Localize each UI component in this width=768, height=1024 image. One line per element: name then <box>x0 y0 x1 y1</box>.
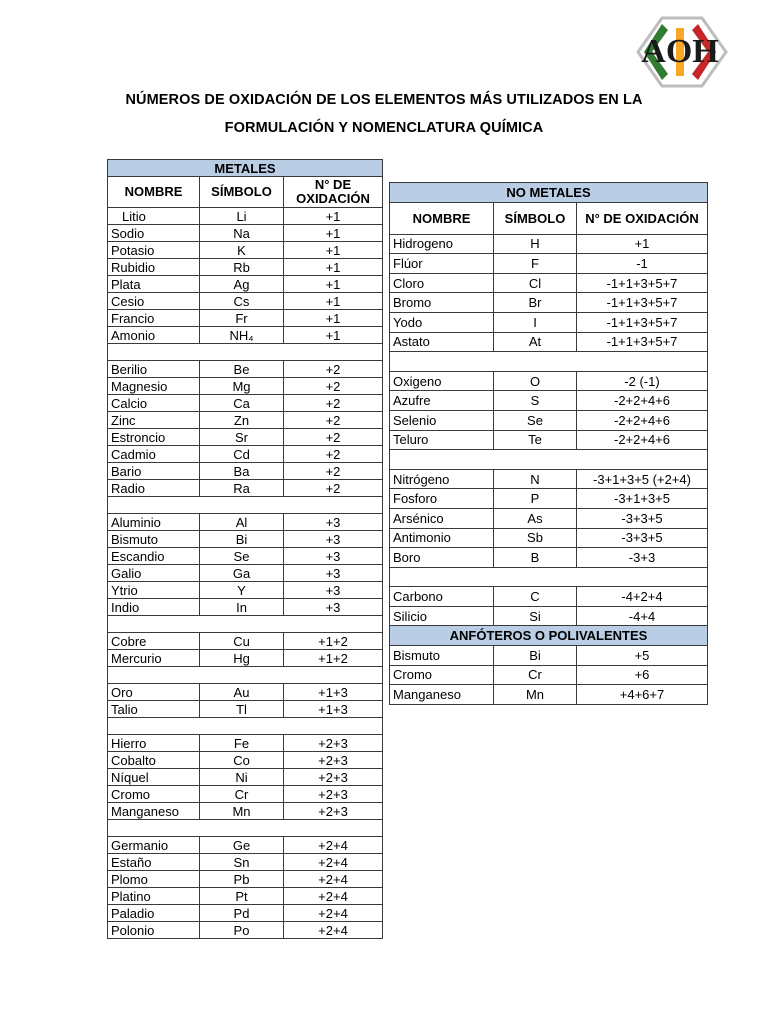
element-name: Mercurio <box>108 650 200 667</box>
element-name: Manganeso <box>390 685 494 705</box>
oxidation-number: +2+4 <box>284 854 383 871</box>
column-header-simbolo: SÍMBOLO <box>494 202 577 234</box>
oxidation-number: +5 <box>577 646 708 666</box>
element-name: Cesio <box>108 293 200 310</box>
element-symbol: Hg <box>200 650 284 667</box>
oxidation-number: +1+3 <box>284 701 383 718</box>
element-name: Yodo <box>390 312 494 332</box>
element-symbol: Zn <box>200 412 284 429</box>
element-name: Cobre <box>108 633 200 650</box>
element-symbol: Cs <box>200 293 284 310</box>
element-symbol: I <box>494 312 577 332</box>
section-title-anfoteros: ANFÓTEROS O POLIVALENTES <box>390 626 708 646</box>
element-symbol: Tl <box>200 701 284 718</box>
element-name: Bario <box>108 463 200 480</box>
element-name: Azufre <box>390 391 494 411</box>
element-name: Aluminio <box>108 514 200 531</box>
element-name: Teluro <box>390 430 494 450</box>
oxidation-number: -4+2+4 <box>577 587 708 607</box>
element-name: Litio <box>108 208 200 225</box>
element-name: Cloro <box>390 273 494 293</box>
column-header-nombre: NOMBRE <box>108 177 200 208</box>
element-symbol: Cr <box>494 665 577 685</box>
element-symbol: Br <box>494 293 577 313</box>
element-symbol: Ag <box>200 276 284 293</box>
oxidation-number: +2+3 <box>284 735 383 752</box>
element-symbol: Fr <box>200 310 284 327</box>
oxidation-number: +2 <box>284 463 383 480</box>
logo-icon <box>632 16 728 88</box>
column-header-simbolo: SÍMBOLO <box>200 177 284 208</box>
oxidation-number: +1+3 <box>284 684 383 701</box>
oxidation-number: +2+3 <box>284 769 383 786</box>
element-name: Berilio <box>108 361 200 378</box>
element-symbol: Bi <box>494 646 577 666</box>
element-name: Platino <box>108 888 200 905</box>
element-name: Amonio <box>108 327 200 344</box>
element-name: Polonio <box>108 922 200 939</box>
section-title: METALES <box>108 160 383 177</box>
oxidation-number: +1 <box>577 234 708 254</box>
oxidation-number: -3+3+5 <box>577 528 708 548</box>
group-spacer <box>390 450 708 470</box>
oxidation-number: +1 <box>284 276 383 293</box>
element-name: Boro <box>390 548 494 568</box>
element-name: Indio <box>108 599 200 616</box>
element-symbol: Ge <box>200 837 284 854</box>
element-symbol: Ba <box>200 463 284 480</box>
element-name: Sodio <box>108 225 200 242</box>
oxidation-number: +1 <box>284 327 383 344</box>
element-name: Paladio <box>108 905 200 922</box>
oxidation-number: +3 <box>284 565 383 582</box>
oxidation-number: +2+4 <box>284 922 383 939</box>
oxidation-number: +3 <box>284 582 383 599</box>
oxidation-number: -3+3 <box>577 548 708 568</box>
element-name: Silicio <box>390 606 494 626</box>
element-symbol: Ra <box>200 480 284 497</box>
element-symbol: Sn <box>200 854 284 871</box>
oxidation-number: -4+4 <box>577 606 708 626</box>
oxidation-number: +1 <box>284 259 383 276</box>
oxidation-number: +4+6+7 <box>577 685 708 705</box>
element-name: Selenio <box>390 410 494 430</box>
element-name: Radio <box>108 480 200 497</box>
element-symbol: Mn <box>494 685 577 705</box>
element-symbol: Na <box>200 225 284 242</box>
oxidation-number: +1 <box>284 310 383 327</box>
oxidation-number: -1+1+3+5+7 <box>577 312 708 332</box>
element-name: Escandio <box>108 548 200 565</box>
element-symbol: Cd <box>200 446 284 463</box>
element-symbol: Pt <box>200 888 284 905</box>
element-symbol: Ca <box>200 395 284 412</box>
oxidation-number: -3+1+3+5 <box>577 489 708 509</box>
element-name: Galio <box>108 565 200 582</box>
element-symbol: Y <box>200 582 284 599</box>
section-title: NO METALES <box>390 183 708 203</box>
metales-table <box>107 159 383 939</box>
svg-text:AOH: AOH <box>641 33 719 70</box>
oxidation-number: +2 <box>284 378 383 395</box>
oxidation-number: -2+2+4+6 <box>577 430 708 450</box>
element-symbol: Si <box>494 606 577 626</box>
column-header-oxidacion: N° DE OXIDACIÓN <box>284 177 383 208</box>
oxidation-number: +1+2 <box>284 650 383 667</box>
element-name: Potasio <box>108 242 200 259</box>
oxidation-number: +2 <box>284 395 383 412</box>
element-name: Ytrio <box>108 582 200 599</box>
element-symbol: Pb <box>200 871 284 888</box>
oxidation-number: -1+1+3+5+7 <box>577 293 708 313</box>
element-symbol: Mn <box>200 803 284 820</box>
element-name: Plomo <box>108 871 200 888</box>
oxidation-number: -1 <box>577 254 708 274</box>
element-name: Cobalto <box>108 752 200 769</box>
element-symbol: Cr <box>200 786 284 803</box>
element-name: Astato <box>390 332 494 352</box>
column-header-oxidacion: N° DE OXIDACIÓN <box>577 202 708 234</box>
element-symbol: B <box>494 548 577 568</box>
element-name: Rubidio <box>108 259 200 276</box>
oxidation-number: -1+1+3+5+7 <box>577 273 708 293</box>
oxidation-number: +6 <box>577 665 708 685</box>
oxidation-number: +2 <box>284 446 383 463</box>
group-spacer <box>108 616 383 633</box>
element-name: Estroncio <box>108 429 200 446</box>
group-spacer <box>390 352 708 372</box>
oxidation-number: +2+4 <box>284 888 383 905</box>
element-name: Nitrógeno <box>390 469 494 489</box>
element-name: Talio <box>108 701 200 718</box>
element-symbol: Rb <box>200 259 284 276</box>
element-symbol: Cl <box>494 273 577 293</box>
element-symbol: In <box>200 599 284 616</box>
element-name: Zinc <box>108 412 200 429</box>
element-name: Bismuto <box>108 531 200 548</box>
element-symbol: NH₄ <box>200 327 284 344</box>
group-spacer <box>108 667 383 684</box>
oxidation-number: -2+2+4+6 <box>577 391 708 411</box>
element-symbol: H <box>494 234 577 254</box>
oxidation-number: +2+4 <box>284 905 383 922</box>
oxidation-number: +1 <box>284 225 383 242</box>
element-symbol: Ga <box>200 565 284 582</box>
element-symbol: Bi <box>200 531 284 548</box>
element-symbol: F <box>494 254 577 274</box>
title-line-2: FORMULACIÓN Y NOMENCLATURA QUÍMICA <box>224 120 544 136</box>
element-symbol: Li <box>200 208 284 225</box>
element-name: Calcio <box>108 395 200 412</box>
element-name: Carbono <box>390 587 494 607</box>
element-name: Hierro <box>108 735 200 752</box>
element-symbol: Cu <box>200 633 284 650</box>
element-symbol: Fe <box>200 735 284 752</box>
oxidation-number: +2 <box>284 480 383 497</box>
oxidation-number: +3 <box>284 548 383 565</box>
element-name: Fosforo <box>390 489 494 509</box>
column-header-nombre: NOMBRE <box>390 202 494 234</box>
element-name: Germanio <box>108 837 200 854</box>
element-symbol: Pd <box>200 905 284 922</box>
oxidation-number: +2 <box>284 429 383 446</box>
element-symbol: Sb <box>494 528 577 548</box>
oxidation-number: +2+3 <box>284 803 383 820</box>
element-name: Magnesio <box>108 378 200 395</box>
element-name: Oxigeno <box>390 371 494 391</box>
element-name: Plata <box>108 276 200 293</box>
element-symbol: Al <box>200 514 284 531</box>
oxidation-number: +2+4 <box>284 871 383 888</box>
element-symbol: Mg <box>200 378 284 395</box>
element-name: Arsénico <box>390 508 494 528</box>
element-symbol: Po <box>200 922 284 939</box>
element-name: Estaño <box>108 854 200 871</box>
oxidation-number: -2 (-1) <box>577 371 708 391</box>
oxidation-number: +2+4 <box>284 837 383 854</box>
group-spacer <box>108 344 383 361</box>
oxidation-number: -2+2+4+6 <box>577 410 708 430</box>
element-name: Oro <box>108 684 200 701</box>
element-name: Antimonio <box>390 528 494 548</box>
oxidation-number: -1+1+3+5+7 <box>577 332 708 352</box>
oxidation-number: +2+3 <box>284 786 383 803</box>
element-symbol: S <box>494 391 577 411</box>
element-symbol: At <box>494 332 577 352</box>
oxidation-number: +1 <box>284 293 383 310</box>
element-symbol: As <box>494 508 577 528</box>
group-spacer <box>108 718 383 735</box>
element-symbol: Se <box>494 410 577 430</box>
oxidation-number: +3 <box>284 531 383 548</box>
group-spacer <box>108 497 383 514</box>
element-name: Flúor <box>390 254 494 274</box>
element-symbol: Se <box>200 548 284 565</box>
element-name: Cadmio <box>108 446 200 463</box>
no-metales-table <box>389 182 708 705</box>
element-name: Bromo <box>390 293 494 313</box>
element-symbol: Ni <box>200 769 284 786</box>
element-symbol: Co <box>200 752 284 769</box>
group-spacer <box>108 820 383 837</box>
element-symbol: N <box>494 469 577 489</box>
element-symbol: C <box>494 587 577 607</box>
group-spacer <box>390 567 708 587</box>
element-symbol: O <box>494 371 577 391</box>
oxidation-number: +1+2 <box>284 633 383 650</box>
element-symbol: P <box>494 489 577 509</box>
element-symbol: Be <box>200 361 284 378</box>
oxidation-number: +1 <box>284 242 383 259</box>
oxidation-number: -3+3+5 <box>577 508 708 528</box>
oxidation-number: +3 <box>284 599 383 616</box>
element-name: Hidrogeno <box>390 234 494 254</box>
element-symbol: Au <box>200 684 284 701</box>
element-name: Francio <box>108 310 200 327</box>
oxidation-number: +2+3 <box>284 752 383 769</box>
oxidation-number: +1 <box>284 208 383 225</box>
element-name: Cromo <box>390 665 494 685</box>
element-symbol: K <box>200 242 284 259</box>
element-name: Cromo <box>108 786 200 803</box>
element-symbol: Sr <box>200 429 284 446</box>
oxidation-number: -3+1+3+5 (+2+4) <box>577 469 708 489</box>
oxidation-number: +3 <box>284 514 383 531</box>
element-name: Níquel <box>108 769 200 786</box>
element-name: Manganeso <box>108 803 200 820</box>
title-line-1: NÚMEROS DE OXIDACIÓN DE LOS ELEMENTOS MÁS UTILIZADOS EN LA <box>125 92 643 108</box>
element-symbol: Te <box>494 430 577 450</box>
oxidation-number: +2 <box>284 361 383 378</box>
element-name: Bismuto <box>390 646 494 666</box>
oxidation-number: +2 <box>284 412 383 429</box>
